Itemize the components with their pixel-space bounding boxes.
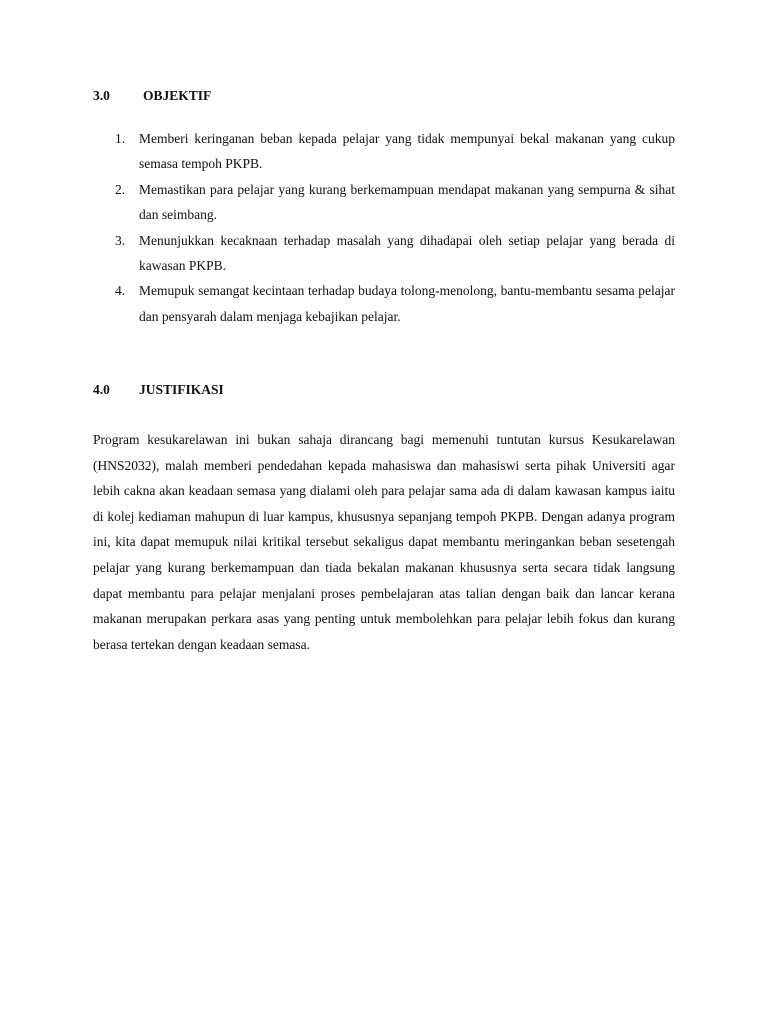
list-item <box>93 126 675 177</box>
section-heading-justifikasi <box>93 382 224 398</box>
list-item <box>93 177 675 228</box>
list-item-number: 3. <box>115 232 126 248</box>
section-number: 3.0 <box>93 88 110 103</box>
section-number: 4.0 <box>93 382 110 397</box>
list-item-number: 2. <box>115 181 126 197</box>
list-item-text: Memastikan para pelajar yang kurang berkemampuan mendapat makanan yang sempurna & sihat dan seimbang. <box>139 181 675 223</box>
section-title: OBJEKTIF <box>143 88 212 103</box>
list-item-number: 1. <box>115 131 126 146</box>
list-item <box>93 228 675 279</box>
list-item-text: Menunjukkan kecaknaan terhadap masalah yang dihadapai oleh setiap pelajar yang berada di kawasan PKPB. <box>139 232 675 274</box>
list-item-text: Memberi keringanan beban kepada pelajar yang tidak mempunyai bekal makanan yang cukup semasa tempoh PKPB. <box>139 131 675 172</box>
section-title: JUSTIFIKASI <box>139 382 224 397</box>
list-item-text: Memupuk semangat kecintaan terhadap budaya tolong-menolong, bantu-membantu sesama pelajar dan pensyarah dalam menjaga kebajikan pelajar. <box>139 283 675 324</box>
list-item-number: 4. <box>115 283 126 299</box>
list-item <box>93 278 675 329</box>
justification-paragraph: Program kesukarelawan ini bukan sahaja dirancang bagi memenuhi tuntutan kursus Kesukarelawan (HNS2032), malah memberi pendedahan kepada mahasiswa dan mahasiswi serta pihak Universiti agar lebih cakna akan keadaan semasa yang dialami oleh para pelajar sama ada di dalam kawasan kampus iaitu di kolej kediaman mahupun di luar kampus, khususnya sepanjang tempoh PKPB. Dengan adanya program ini, kita dapat memupuk nilai kritikal tersebut sekaligus dapat membantu meringankan beban sesetengah pelajar yang kurang berkemampuan dan tiada bekalan makanan khususnya serta secara tidak langsung dapat membantu para pelajar menjalani proses pembelajaran atas talian dengan baik dan lancar kerana makanan merupakan perkara asas yang penting untuk membolehkan para pelajar lebih fokus dan kurang berasa tertekan dengan keadaan semasa. <box>93 432 675 652</box>
section-heading-objektif <box>93 88 212 104</box>
objective-list <box>93 126 675 329</box>
